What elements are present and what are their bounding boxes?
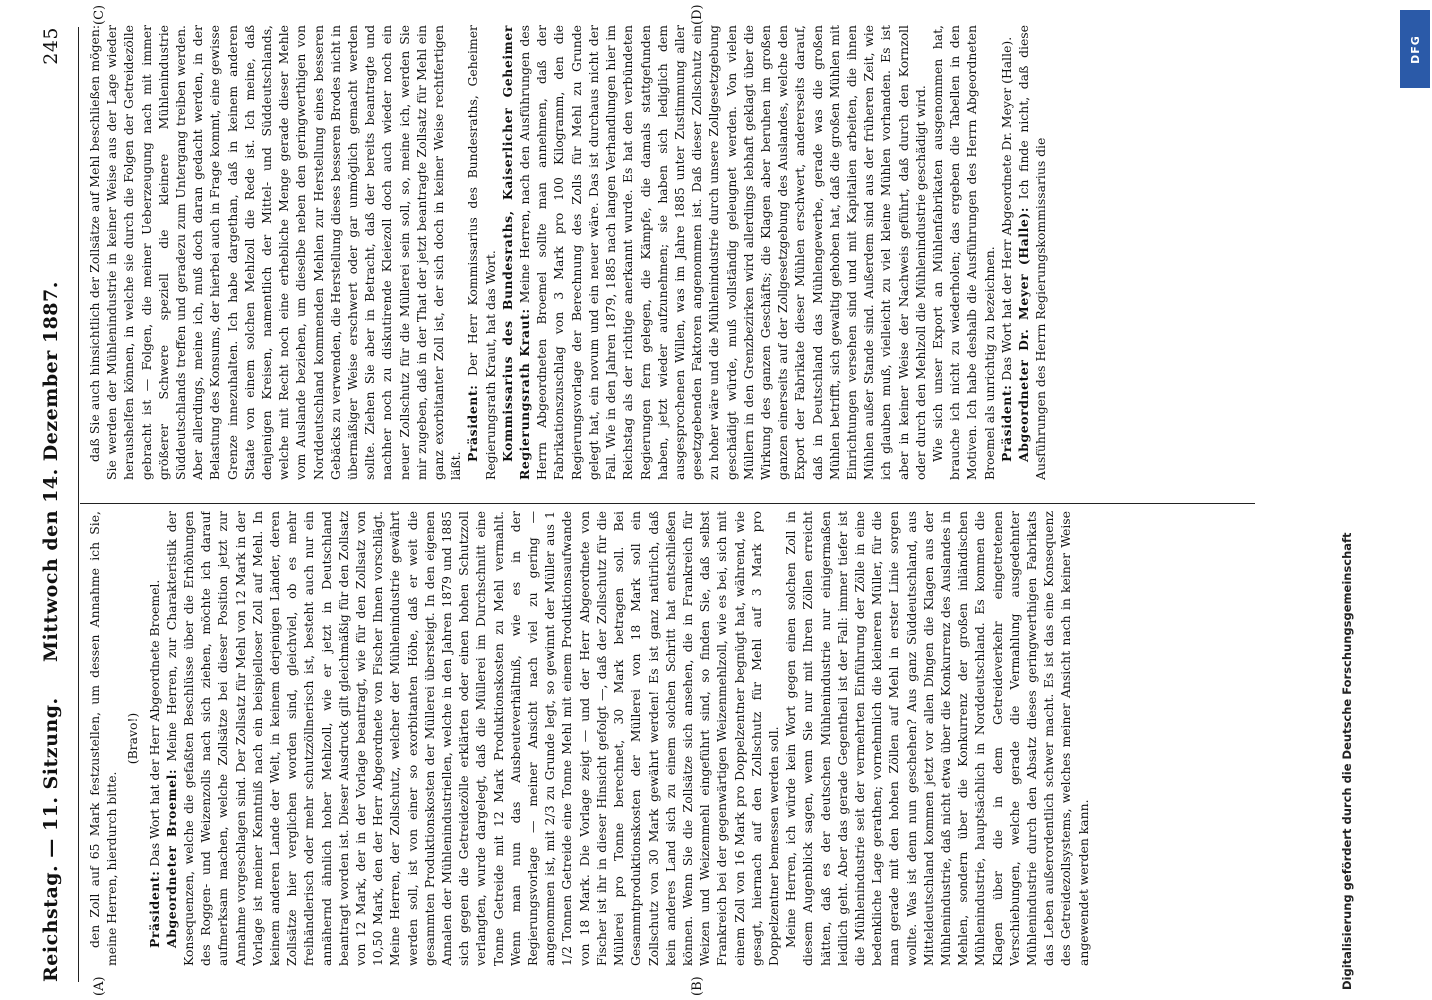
speaker-label: Abgeordneter Dr. Meyer (Halle): (1015, 206, 1031, 462)
page-number: 245 (40, 27, 62, 65)
paragraph: Kommissarius des Bundesraths, Kaiserlicher Geheimer Regierungsrath Kraut: Meine Herren, nach den Ausführungen des Herrn Abgeordneten Broemel sollte man annehmen, daß der Fabrikationszuschlag von 3 Mark pro 100 Kilogramm, den die Regierungsvorlage der Berechnung des Zolls für Mehl zu Grunde gelegt hat, ein novum und ein neuer wäre. Das ist durchaus nicht der Fall. Wie in den Jahren 1879, 1885 nach langen Verhandlungen hier im Reichstag als der richtige anerkannt wurde. Es hat den verbündeten Regierungen fern gelegen, die Kämpfe, die damals stattgefunden haben, jetzt wieder aufzunehmen; sie haben sich lediglich dem ausgesprochenen Willen, was im Jahre 1885 unter Zustimmung aller gesetzgebenden Faktoren angenommen ist. Daß dieser Zollschutz ein zu hoher wäre und die Mühlenindustrie durch unsere Zollgesetzgebung geschädigt würde, muß vollständig geleugnet werden. Von vielen Müllern in den Grenzbezirken wird allerdings lebhaft geklagt über die Wirkung des ganzen Geschäfts; die Klagen aber beruhen im großen ganzen einerseits auf der Zollgesetzgebung des Auslandes, welche den Export der Fabrikate dieser Mühlen erschwert, andererseits darauf, daß in Deutschland das Mühlengewerbe, gerade was die großen Mühlen betrifft, sich gewaltig gehoben hat, daß die großen Mühlen mit Einrichtungen versehen sind und mit Kapitalien arbeiten, die ihnen Mühlen außer Stande sind. Außerdem sind aus der früheren Zeit, wie ich glauben muß, vielleicht zu viel kleine Mühlen vorhanden. Es ist aber in keiner Weise der Nachweis geführt, daß durch den Kornzoll oder durch den Mehlzoll die Mühlenindustrie geschädigt wird. (499, 25, 928, 480)
applause-note: (Bravo!) (125, 712, 141, 765)
dfg-logo: DFG (1400, 10, 1430, 88)
speaker-label: Abgeordneter Broemel: (163, 768, 179, 948)
speaker-label: Kommissarius des Bundesraths, Kaiserlicher Geheimer Regierungsrath Kraut: (499, 25, 533, 480)
paragraph: den Zoll auf 65 Mark festzustellen, um dessen Annahme ich Sie, meine Herren, hierdurch bitte. (87, 511, 120, 966)
paragraph: Präsident: Das Wort hat der Herr Abgeordnete Broemel. (146, 579, 162, 948)
paragraph: Wie sich unser Export an Mühlenfabrikaten ausgenommen hat, brauche ich nicht zu wiederholen; das ergeben die Tabellen in den Motiven. Ich habe deshalb die Ausführungen des Herrn Abgeordneten Broemel als unrichtig zu bezeichnen. (929, 25, 997, 480)
speaker-label: Präsident: (465, 384, 481, 462)
paragraph: Abgeordneter Dr. Meyer (Halle): Ich finde nicht, daß diese Ausführungen des Herrn Regierungskommissarius die (1015, 25, 1049, 480)
paragraph: Abgeordneter Broemel: Meine Herren, zur Charakteristik der Konsequenzen, welche die gefaßten Beschlüsse über die Erhöhungen des Roggen- und Weizenzolls nach sich ziehen, möchte ich darauf aufmerksam machen, welche Zollsätze bei dieser Position jetzt zur Annahme vorgeschlagen sind. Der Zollsatz für Mehl von 12 Mark in der Vorlage ist meiner Kenntniß nach ein beispielloser Zoll auf Mehl. In keinem anderen Lande der Welt, in keinem derjenigen Länder, deren Zollsätze hier verglichen worden sind, gleichviel, ob es mehr freihändlerisch oder mehr schutzzöllnerisch ist, besteht auch nur ein annähernd ähnlich hoher Mehlzoll, wie er jetzt in Deutschland beantragt worden ist. Dieser Ausdruck gilt gleichmäßig für den Zollsatz von 12 Mark, der in der Vorlage beantragt, wie für den Zollsatz von 10,50 Mark, den der Herr Abgeordnete von Fischer Ihnen vorschlägt. Meine Herren, der Zollschutz, welcher der Mühlenindustrie gewährt werden soll, ist von einer so exorbitanten Höhe, daß er weit die gesammten Produktionskosten der Müllerei übersteigt. In den eigenen Annalen der Mühlenindustriellen, welche in den Jahren 1879 und 1885 sich gegen die Getreidezölle erklärten oder einen hohen Schutzzoll verlangten, wurde dargelegt, daß die Müllerei im Durchschnitt eine Tonne Getreide mit 12 Mark Produktionskosten zu Mehl vermahlt. Wenn man nun das Ausbeuteverhältniß, wie es in der Regierungsvorlage — meiner Ansicht nach viel zu gering — angenommen ist, mit 2/3 zu Grunde legt, so gewinnt der Müller aus 1 1/2 Tonnen Getreide eine Tonne Mehl mit einem Produktionsaufwande von 18 Mark. Die Vorlage zeigt — und der Herr Abgeordnete von Fischer ist ihr in dieser Hinsicht gefolgt —, daß der Zollschutz für die Müllerei pro Tonne berechnet, 30 Mark betragen soll. Bei Gesammtproduktionskosten der Müllerei von 18 Mark soll ein Zollschutz von 30 Mark gewährt werden! Es ist ganz natürlich, daß kein anderes Land sich zu einem solchen Schritt hat entschließen können. Wenn Sie die Zollsätze sich ansehen, die in Frankreich für Weizen und Weizenmehl eingeführt sind, so finden Sie, daß selbst Frankreich bei der gegenwärtigen Weizenmehlzoll, wie es bei, sich mit einem Zoll von 16 Mark pro Doppelzentner begnügt hat, während, wie gesagt, hiernach auf den Zollschutz für Mehl auf 3 Mark pro Doppelzentner bemessen werden soll. (163, 511, 781, 966)
paragraph: Meine Herren, ich würde kein Wort gegen einen solchen Zoll in diesem Augenblick sagen, wenn Sie nur mit Ihren Zöllen erreicht hätten, daß es der deutschen Mühlenindustrie nur einigermaßen leidlich geht. Aber das gerade Gegentheil ist der Fall: immer tiefer ist die Mühlenindustrie seit der vermehrten Einführung der Zölle in eine bedenkliche Lage gerathen; vornehmlich die kleineren Müller, für die man gerade mit den hohen Zöllen auf Mehl in erster Linie sorgen wollte. Was ist denn nun geschehen? Aus ganz Süddeutschland, aus Mitteldeutschland kommen jetzt vor allen Dingen die Klagen aus der Mühlenindustrie, daß nicht etwa über die Konkurrenz des Auslandes in Mehlen, sondern über die Konkurrenz der großen inländischen Mühlenindustrie, hauptsächlich in Norddeutschland. Es kommen die Klagen über die in dem Getreideverkehr eingetretenen Verschiebungen, welche gerade die Vermahlung ausgedehnter Mühlenindustrie durch den Absatz dieses geringwerthigen Fabrikats das Leben außerordentlich schwer macht. Es ist das eine Konsequenz des Getreidezollsystems, welches meiner Ansicht nach in keiner Weise angewendet werden kann. (783, 511, 1091, 966)
header-date: Mittwoch den 14. Dezember 1887. (40, 281, 62, 662)
digitization-credit: Digitalisierung gefördert durch die Deutsche Forschungsgemeinschaft (1340, 532, 1354, 990)
margin-marker-d: (D) (690, 4, 705, 25)
paragraph: daß Sie auch hinsichtlich der Zollsätze auf Mehl beschließen mögen: Sie werden der Mühlenindustrie in keiner Weise aus der Lage wieder heraushelfen können, in welche sie durch die Folgen der Getreidezölle gebracht ist — Folgen, die meiner Ueberzeugung nach mit immer größerer Schwere speziell die kleinere Mühlenindustrie Süddeutschlands treffen und geradezu zum Untergang treiben werden. Aber allerdings, meine ich, muß doch daran gedacht werden, in der Belastung des Konsums, der hierbei auch in Frage kommt, eine gewisse Grenze innezuhalten. Ich habe dargethan, daß in keinem anderen Staate von einem solchen Mehlzoll die Rede ist. Ich meine, daß denjenigen Kreisen, namentlich der Mittel- und Süddeutschlands, welche mit Recht noch eine erhebliche Menge gerade dieser Mehle vom Auslande beziehen, um dieselbe neben den geringwerthigen von Norddeutschland kommenden Mehlen zur Herstellung eines besseren Gebäcks zu verwenden, die Herstellung dieses besseren Brodes nicht in übermäßiger Weise erschwert oder gar unmöglich gemacht werden sollte. Ziehen Sie aber in Betracht, daß der bereits beantragte und nachher noch zu diskutirende Kleiezoll doch auch wieder noch ein neuer Zollschutz für die Müllerei sein soll, so, meine ich, werden Sie mir zugeben, daß in der That der jetzt beantragte Zollsatz für Mehl ein ganz exorbitanter Zoll ist, der sich doch in keiner Weise rechtfertigen läßt. (87, 25, 464, 480)
column-divider (80, 503, 1255, 504)
margin-marker-b: (B) (690, 976, 705, 996)
header-rule (78, 27, 79, 982)
paragraph: Präsident: Das Wort hat der Herr Abgeordnete Dr. Meyer (Halle). (998, 36, 1014, 462)
paragraph: Präsident: Der Herr Kommissarius des Bundesraths, Geheimer Regierungsrath Kraut, hat das Wort. (465, 25, 498, 480)
page-header (36, 27, 72, 982)
margin-marker-a: (A) (92, 976, 107, 996)
right-column (86, 25, 1261, 480)
speaker-label: Präsident: (146, 870, 162, 948)
left-column (86, 511, 1261, 966)
header-left: Reichstag. — 11. Sitzung. (40, 697, 62, 982)
margin-marker-c: (C) (92, 4, 107, 25)
speaker-label: Präsident: (998, 384, 1014, 462)
